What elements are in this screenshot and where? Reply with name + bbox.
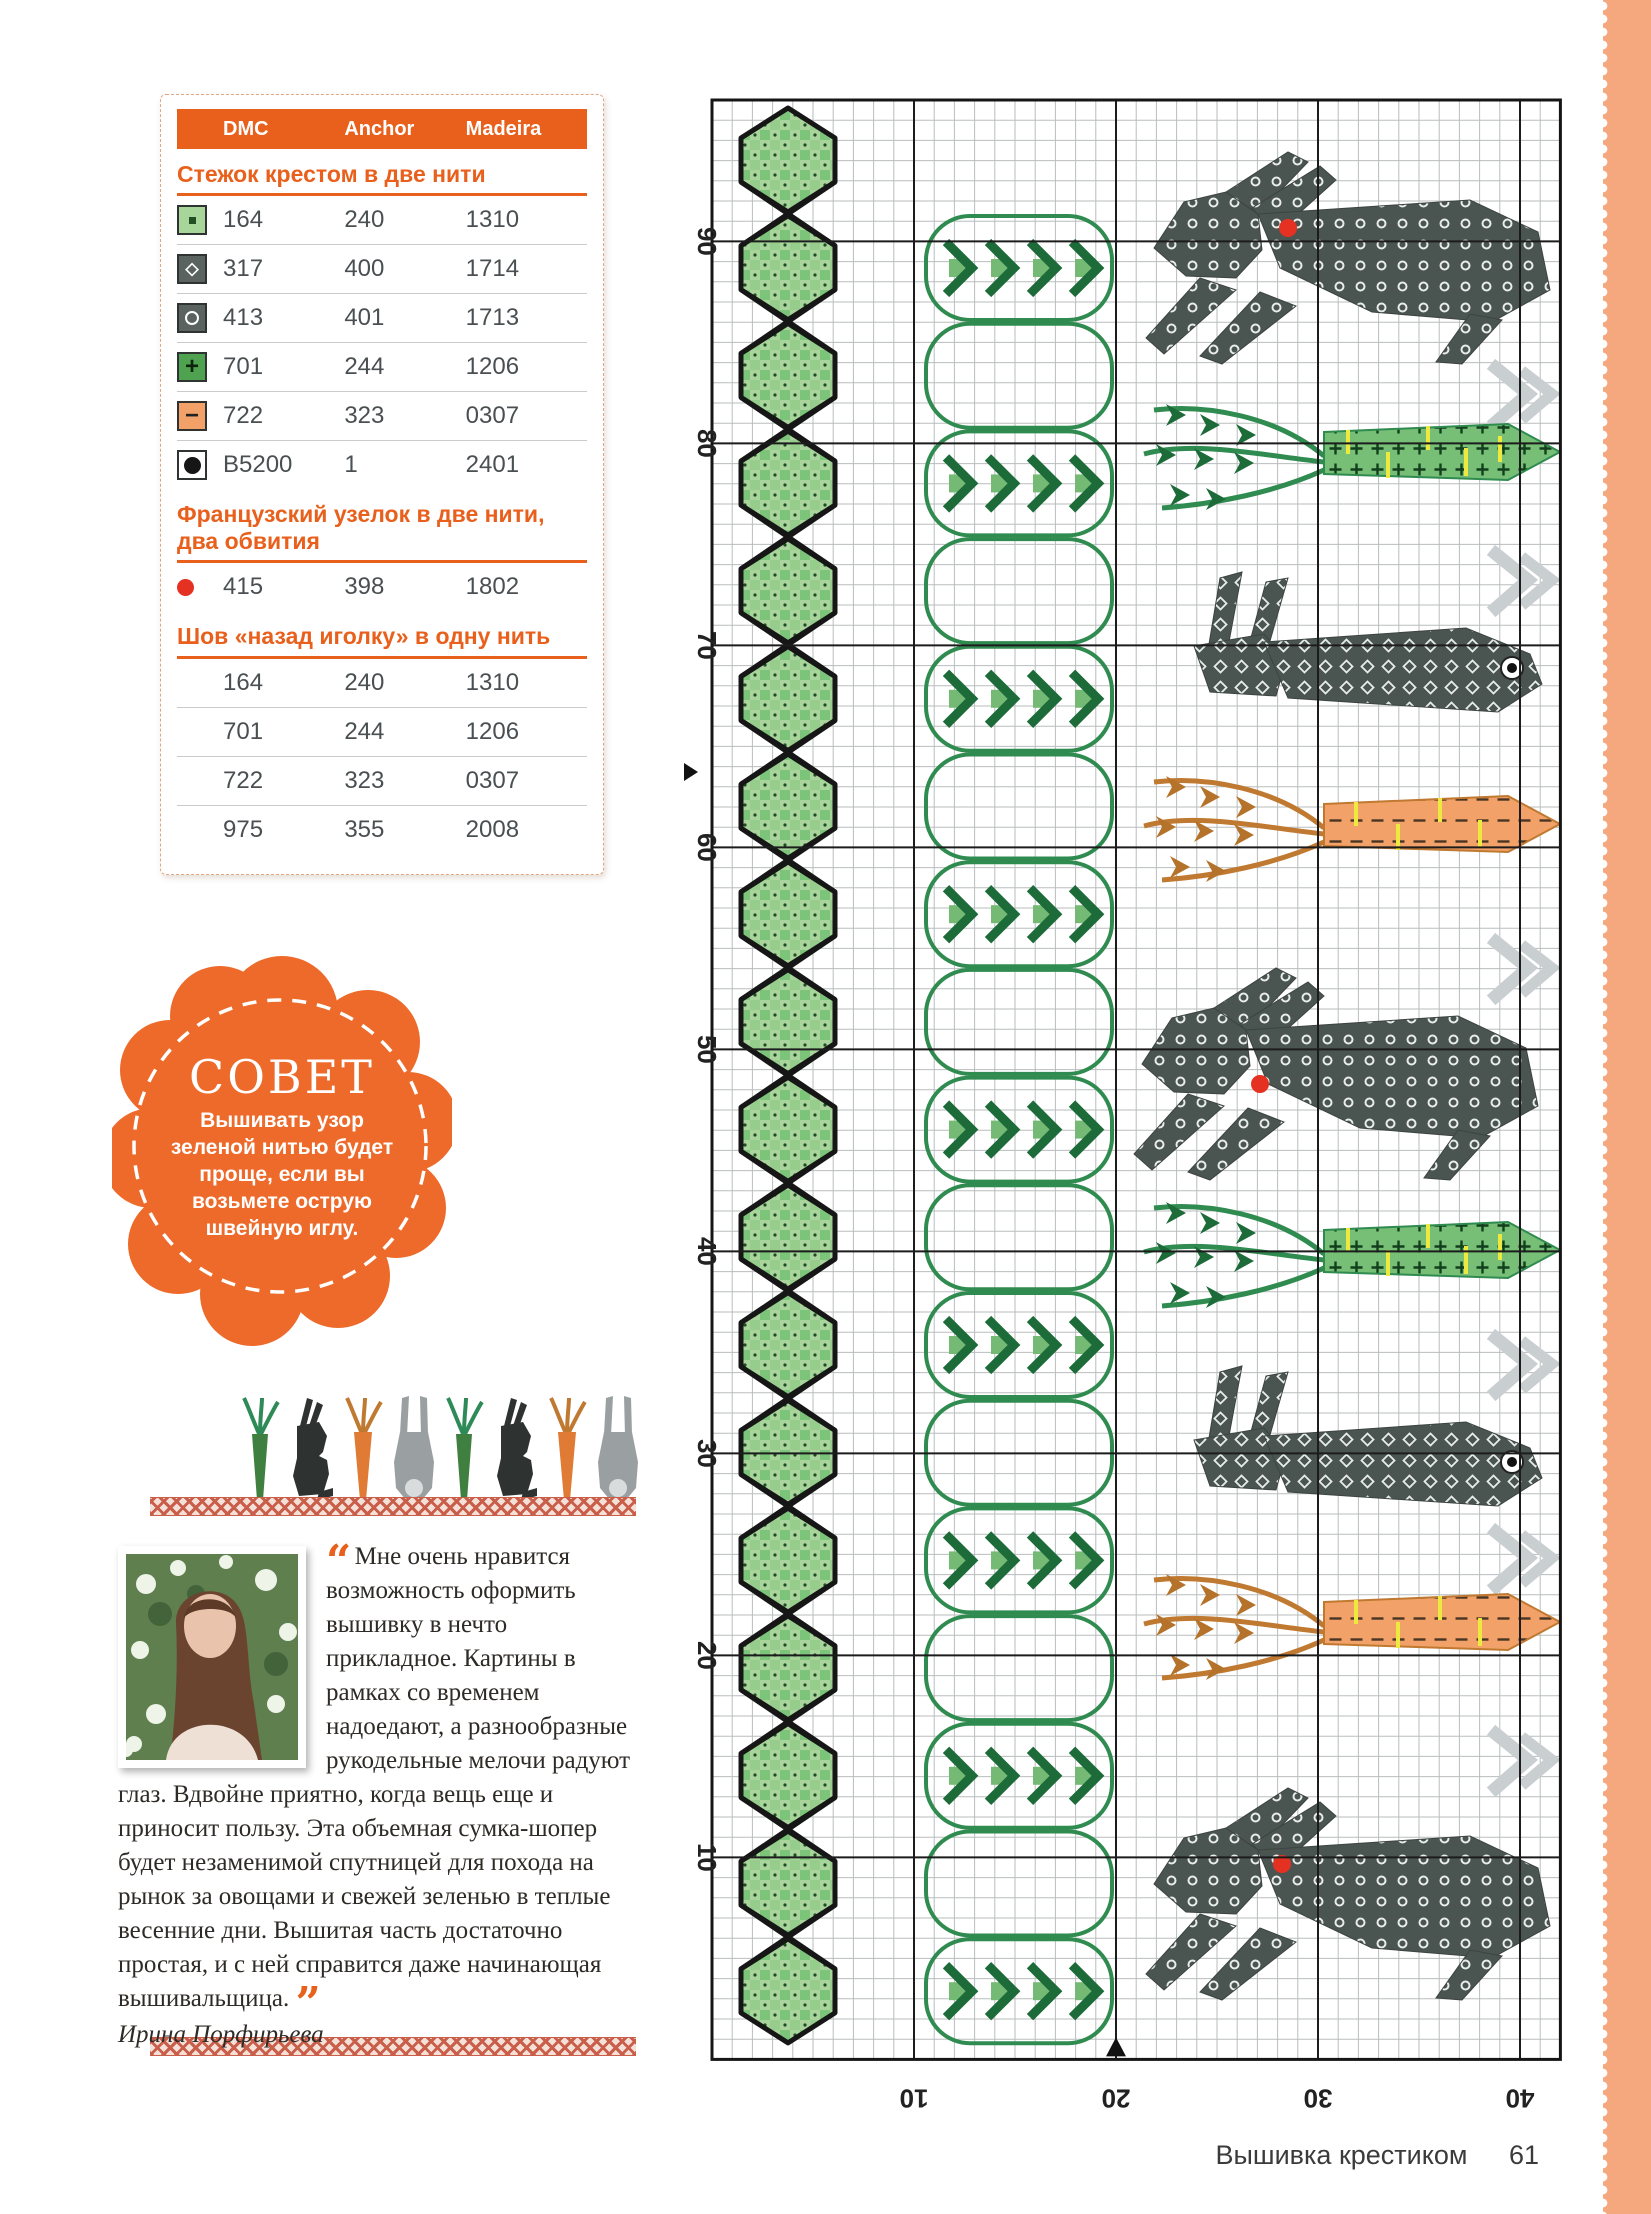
ornament-strip — [150, 1497, 636, 1516]
svg-text:70: 70 — [692, 630, 722, 660]
madeira-value: 2401 — [465, 451, 520, 479]
legend-col-dmc: DMC — [223, 117, 269, 140]
svg-text:40: 40 — [692, 1236, 722, 1266]
madeira-value: 1714 — [465, 255, 520, 283]
decorative-motif-row — [240, 1392, 640, 1504]
legend-row — [177, 563, 587, 611]
open-quote-icon: “ — [326, 1536, 349, 1587]
tip-cloud — [112, 946, 452, 1354]
anchor-value: 323 — [344, 766, 385, 794]
rabbit-black-icon — [493, 1396, 539, 1504]
madeira-value: 1713 — [465, 304, 520, 332]
madeira-value: 1206 — [465, 717, 520, 745]
footer-title: Вышивка крестиком — [1215, 2140, 1468, 2170]
legend-row — [177, 294, 587, 343]
anchor-value: 244 — [344, 717, 385, 745]
page-edge-bar — [1603, 0, 1651, 2214]
dmc-value: 701 — [223, 353, 264, 381]
dmc-value: 317 — [223, 255, 264, 283]
svg-text:20: 20 — [1101, 2083, 1131, 2114]
dmc-value: 701 — [223, 717, 264, 745]
dmc-value: 164 — [223, 668, 264, 696]
svg-text:40: 40 — [1505, 2083, 1535, 2114]
cross-stitch-chart — [620, 80, 1620, 2140]
section-title-backstitch: Шов «назад иголку» в одну нить — [177, 623, 587, 658]
legend-row — [177, 343, 587, 392]
legend-row — [177, 757, 587, 806]
tip-title: СОВЕТ — [189, 1050, 375, 1104]
anchor-value: 1 — [344, 451, 358, 479]
rabbit-gray-icon — [392, 1396, 436, 1504]
dmc-value: 722 — [223, 402, 264, 430]
svg-text:50: 50 — [692, 1034, 722, 1064]
dmc-value: 415 — [223, 573, 264, 601]
close-quote-icon: ” — [295, 1978, 318, 2029]
french-knot-icon — [177, 579, 194, 596]
carrot-orange-icon — [343, 1396, 383, 1504]
legend-col-madeira: Madeira — [465, 117, 542, 140]
stitch-symbol-black-dot-icon — [177, 450, 207, 480]
madeira-value: 2008 — [465, 815, 520, 843]
svg-text:80: 80 — [692, 428, 722, 458]
author-photo — [118, 1546, 306, 1768]
stitch-symbol-diamond-icon: ◇ — [177, 254, 207, 284]
thread-legend-card — [160, 94, 604, 875]
svg-text:30: 30 — [692, 1438, 722, 1468]
author-quote-block — [118, 1536, 632, 2052]
carrot-orange-icon — [547, 1396, 587, 1504]
svg-text:10: 10 — [692, 1842, 722, 1872]
section-title-cross-stitch: Стежок крестом в две нити — [177, 161, 587, 196]
carrot-green-icon — [444, 1396, 484, 1504]
legend-col-anchor: Anchor — [344, 117, 415, 140]
legend-row — [177, 196, 587, 245]
quote-author: Ирина Порфирьева — [118, 2021, 324, 2048]
svg-text:90: 90 — [692, 226, 722, 256]
madeira-value: 1206 — [465, 353, 520, 381]
anchor-value: 240 — [344, 206, 385, 234]
madeira-value: 1802 — [465, 573, 520, 601]
legend-row — [177, 806, 587, 854]
madeira-value: 0307 — [465, 402, 520, 430]
dmc-value: 164 — [223, 206, 264, 234]
dmc-value: 975 — [223, 815, 264, 843]
madeira-value: 1310 — [465, 668, 520, 696]
svg-text:10: 10 — [899, 2083, 929, 2114]
section-title-french-knot: Французский узелок в две нити, два обвития — [177, 501, 587, 563]
madeira-value: 0307 — [465, 766, 520, 794]
legend-row — [177, 245, 587, 294]
quote-text: Мне очень нравится возможность оформить вышивку в нечто прикладное. Картины в рамках со временем надоедают, а разнообразные рукодельные мелочи радуют глаз. Вдвойне приятно, когда вещь еще и приносит пользу. Эта объемная сумка-шопер будет незаменимой спутницей для похода на рынок за овощами и свежей зеленью в теплые весенние дни. Вышитая часть достаточно простая, и с ней справится даже начинающая вышивальщица. — [118, 1543, 631, 2012]
legend-header-row — [177, 109, 587, 149]
madeira-value: 1310 — [465, 206, 520, 234]
rabbit-black-icon — [289, 1396, 335, 1504]
stitch-symbol-dot-icon — [177, 205, 207, 235]
anchor-value: 323 — [344, 402, 385, 430]
carrot-green-icon — [240, 1396, 280, 1504]
legend-row — [177, 659, 587, 708]
legend-row — [177, 708, 587, 757]
anchor-value: 401 — [344, 304, 385, 332]
page-number: 61 — [1508, 2140, 1539, 2170]
svg-text:60: 60 — [692, 832, 722, 862]
legend-row — [177, 392, 587, 441]
anchor-value: 398 — [344, 573, 385, 601]
svg-text:20: 20 — [692, 1640, 722, 1670]
anchor-value: 244 — [344, 353, 385, 381]
tip-body: Вышивать узор зеленой нитью будет проще, если вы возьмете острую швейную иглу. — [170, 1109, 394, 1240]
page-footer — [1216, 2140, 1539, 2171]
anchor-value: 400 — [344, 255, 385, 283]
anchor-value: 240 — [344, 668, 385, 696]
stitch-symbol-plus-icon: + — [177, 352, 207, 382]
svg-text:30: 30 — [1303, 2083, 1333, 2114]
stitch-symbol-circle-icon — [177, 303, 207, 333]
stitch-symbol-dash-icon: − — [177, 401, 207, 431]
dmc-value: 722 — [223, 766, 264, 794]
legend-row — [177, 441, 587, 489]
dmc-value: B5200 — [223, 451, 293, 479]
anchor-value: 355 — [344, 815, 385, 843]
dmc-value: 413 — [223, 304, 264, 332]
